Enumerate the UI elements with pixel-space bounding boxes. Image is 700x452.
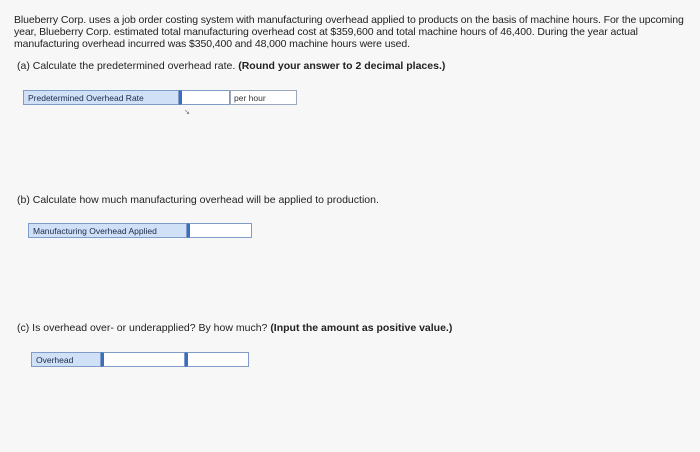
problem-text: Blueberry Corp. uses a job order costing system with manufacturing overhead applied to products on the basis of machine hours. For the upcoming year, Blueberry Corp. estimated total manufacturing overhead cost at $359,600 and total machine hours of 46,400. During the year actual manufacturing overhead incurred was $350,400 and 48,000 machine hours were used. xyxy=(14,14,684,50)
part-c-row xyxy=(31,352,249,367)
manufacturing-overhead-applied-label: Manufacturing Overhead Applied xyxy=(28,223,187,238)
part-c-instruction: (Input the amount as positive value.) xyxy=(270,322,453,334)
part-a-question xyxy=(17,60,445,72)
predetermined-overhead-rate-input[interactable] xyxy=(179,90,230,105)
part-b-row xyxy=(28,223,252,238)
part-a-question-text: (a) Calculate the predetermined overhead rate. xyxy=(17,60,236,72)
overhead-label: Overhead xyxy=(31,352,101,367)
part-c-question-text: (c) Is overhead over- or underapplied? By how much? xyxy=(17,322,268,334)
overhead-amount-input[interactable] xyxy=(185,352,249,367)
overhead-over-under-select[interactable] xyxy=(101,352,185,367)
part-b-question: (b) Calculate how much manufacturing overhead will be applied to production. xyxy=(17,194,379,206)
cursor-icon: ↘ xyxy=(184,109,190,116)
manufacturing-overhead-applied-input[interactable] xyxy=(187,223,252,238)
per-hour-unit: per hour xyxy=(230,90,297,105)
part-a-instruction: (Round your answer to 2 decimal places.) xyxy=(238,60,446,72)
part-a-row xyxy=(23,90,297,105)
predetermined-overhead-rate-label: Predetermined Overhead Rate xyxy=(23,90,179,105)
part-c-question xyxy=(17,322,452,334)
